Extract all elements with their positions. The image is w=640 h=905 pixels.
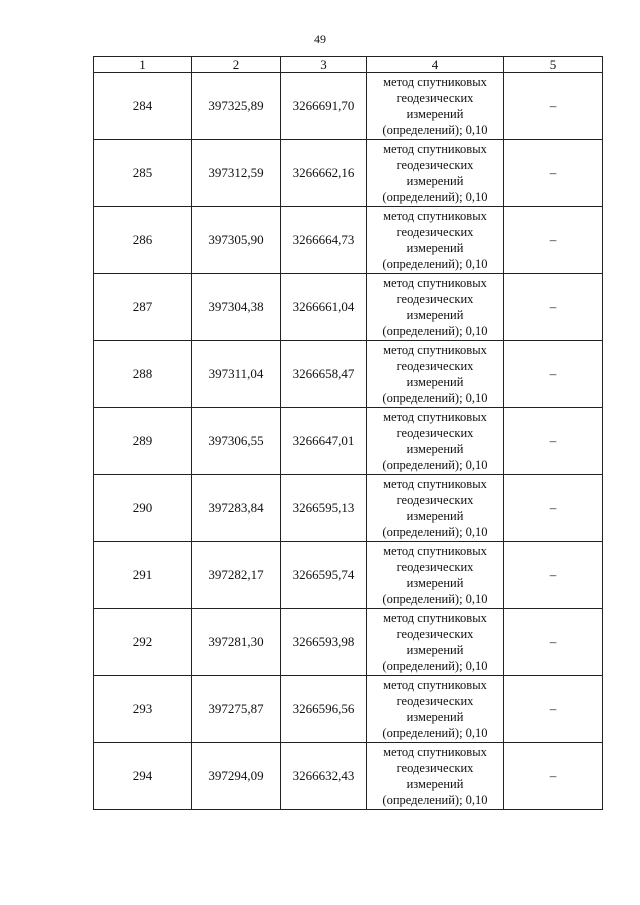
header-cell-1: 1 (94, 57, 192, 73)
method-line: метод спутниковых (383, 142, 487, 156)
point-number-cell: 291 (94, 542, 192, 609)
note-cell: – (504, 542, 603, 609)
method-line: (определений); 0,10 (382, 525, 488, 539)
method-cell (367, 274, 504, 341)
method-line: (определений); 0,10 (382, 458, 488, 472)
method-line: метод спутниковых (383, 678, 487, 692)
table-row (94, 743, 603, 810)
method-cell (367, 475, 504, 542)
method-line: измерений (406, 710, 464, 724)
y-coordinate-cell: 3266662,16 (281, 140, 367, 207)
method-cell (367, 207, 504, 274)
method-line: (определений); 0,10 (382, 592, 488, 606)
table-row (94, 542, 603, 609)
method-line: геодезических (396, 91, 474, 105)
note-cell: – (504, 408, 603, 475)
y-coordinate-cell: 3266593,98 (281, 609, 367, 676)
method-line: измерений (406, 777, 464, 791)
point-number-cell: 294 (94, 743, 192, 810)
method-line: метод спутниковых (383, 544, 487, 558)
method-line: (определений); 0,10 (382, 391, 488, 405)
x-coordinate-cell: 397304,38 (192, 274, 281, 341)
table-row (94, 676, 603, 743)
table-row (94, 274, 603, 341)
method-cell (367, 73, 504, 140)
method-line: (определений); 0,10 (382, 190, 488, 204)
point-number-cell: 292 (94, 609, 192, 676)
table-row (94, 475, 603, 542)
note-cell: – (504, 341, 603, 408)
method-line: геодезических (396, 158, 474, 172)
method-line: геодезических (396, 761, 474, 775)
point-number-cell: 293 (94, 676, 192, 743)
method-line: метод спутниковых (383, 75, 487, 89)
method-line: измерений (406, 643, 464, 657)
method-line: измерений (406, 107, 464, 121)
method-line: измерений (406, 442, 464, 456)
method-line: геодезических (396, 560, 474, 574)
method-line: метод спутниковых (383, 343, 487, 357)
x-coordinate-cell: 397325,89 (192, 73, 281, 140)
method-line: метод спутниковых (383, 745, 487, 759)
y-coordinate-cell: 3266596,56 (281, 676, 367, 743)
method-line: геодезических (396, 694, 474, 708)
x-coordinate-cell: 397305,90 (192, 207, 281, 274)
x-coordinate-cell: 397281,30 (192, 609, 281, 676)
method-line: геодезических (396, 493, 474, 507)
y-coordinate-cell: 3266595,13 (281, 475, 367, 542)
table-row (94, 341, 603, 408)
note-cell: – (504, 73, 603, 140)
note-cell: – (504, 676, 603, 743)
header-cell-4: 4 (367, 57, 504, 73)
method-cell (367, 609, 504, 676)
table-row (94, 609, 603, 676)
method-line: метод спутниковых (383, 477, 487, 491)
table-row (94, 408, 603, 475)
note-cell: – (504, 207, 603, 274)
header-cell-3: 3 (281, 57, 367, 73)
method-cell (367, 140, 504, 207)
table-row (94, 140, 603, 207)
header-cell-5: 5 (504, 57, 603, 73)
method-line: метод спутниковых (383, 276, 487, 290)
method-line: метод спутниковых (383, 209, 487, 223)
x-coordinate-cell: 397294,09 (192, 743, 281, 810)
method-line: (определений); 0,10 (382, 324, 488, 338)
x-coordinate-cell: 397283,84 (192, 475, 281, 542)
header-cell-2: 2 (192, 57, 281, 73)
method-line: метод спутниковых (383, 611, 487, 625)
method-line: измерений (406, 241, 464, 255)
method-line: (определений); 0,10 (382, 659, 488, 673)
x-coordinate-cell: 397275,87 (192, 676, 281, 743)
method-line: (определений); 0,10 (382, 123, 488, 137)
method-line: (определений); 0,10 (382, 257, 488, 271)
method-line: метод спутниковых (383, 410, 487, 424)
coordinates-table (93, 56, 603, 810)
x-coordinate-cell: 397282,17 (192, 542, 281, 609)
note-cell: – (504, 743, 603, 810)
note-cell: – (504, 140, 603, 207)
table-row (94, 207, 603, 274)
point-number-cell: 285 (94, 140, 192, 207)
x-coordinate-cell: 397311,04 (192, 341, 281, 408)
method-cell (367, 743, 504, 810)
method-line: измерений (406, 509, 464, 523)
y-coordinate-cell: 3266691,70 (281, 73, 367, 140)
method-cell (367, 408, 504, 475)
point-number-cell: 286 (94, 207, 192, 274)
page-number: 49 (314, 32, 326, 46)
point-number-cell: 289 (94, 408, 192, 475)
table-body (94, 73, 603, 810)
method-line: геодезических (396, 627, 474, 641)
method-cell (367, 676, 504, 743)
y-coordinate-cell: 3266664,73 (281, 207, 367, 274)
y-coordinate-cell: 3266658,47 (281, 341, 367, 408)
method-line: (определений); 0,10 (382, 793, 488, 807)
note-cell: – (504, 274, 603, 341)
method-line: измерений (406, 375, 464, 389)
method-line: (определений); 0,10 (382, 726, 488, 740)
point-number-cell: 287 (94, 274, 192, 341)
header-row (94, 57, 603, 73)
table-header (94, 57, 603, 73)
y-coordinate-cell: 3266595,74 (281, 542, 367, 609)
method-line: измерений (406, 308, 464, 322)
method-line: измерений (406, 174, 464, 188)
y-coordinate-cell: 3266661,04 (281, 274, 367, 341)
x-coordinate-cell: 397306,55 (192, 408, 281, 475)
method-line: геодезических (396, 359, 474, 373)
method-line: геодезических (396, 426, 474, 440)
table-row (94, 73, 603, 140)
method-line: геодезических (396, 292, 474, 306)
point-number-cell: 288 (94, 341, 192, 408)
method-cell (367, 341, 504, 408)
method-cell (367, 542, 504, 609)
y-coordinate-cell: 3266647,01 (281, 408, 367, 475)
note-cell: – (504, 609, 603, 676)
method-line: измерений (406, 576, 464, 590)
point-number-cell: 284 (94, 73, 192, 140)
x-coordinate-cell: 397312,59 (192, 140, 281, 207)
point-number-cell: 290 (94, 475, 192, 542)
y-coordinate-cell: 3266632,43 (281, 743, 367, 810)
note-cell: – (504, 475, 603, 542)
method-line: геодезических (396, 225, 474, 239)
